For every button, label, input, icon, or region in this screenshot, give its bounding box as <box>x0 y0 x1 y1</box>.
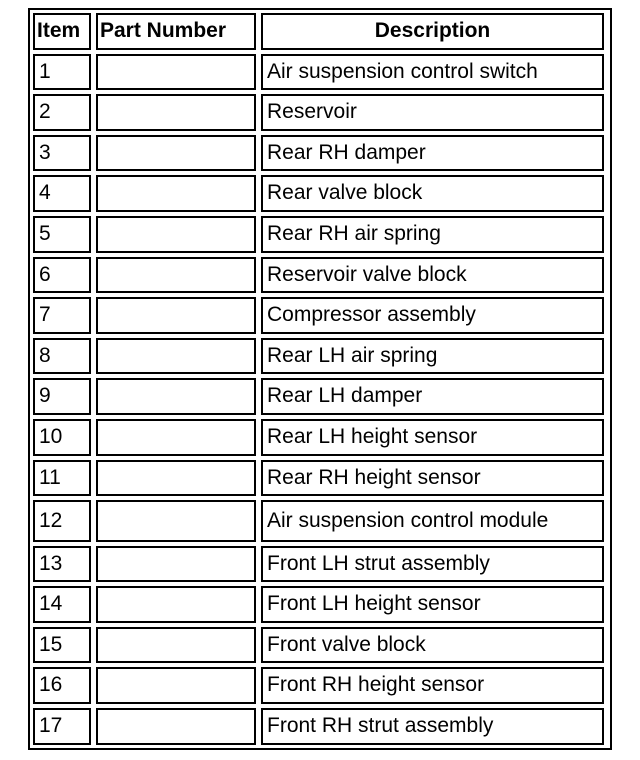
parts-table <box>28 8 612 750</box>
description-cell: Rear valve block <box>261 175 604 212</box>
table-row <box>33 378 607 415</box>
table-row <box>33 627 607 664</box>
table-row <box>33 500 607 542</box>
part-number-cell <box>96 54 256 91</box>
item-cell: 6 <box>33 257 91 294</box>
table-row <box>33 216 607 253</box>
description-cell: Rear LH height sensor <box>261 419 604 456</box>
table-row <box>33 460 607 497</box>
header-part-number: Part Number <box>96 13 256 50</box>
item-cell: 14 <box>33 586 91 623</box>
description-cell: Compressor assembly <box>261 297 604 334</box>
description-cell: Air suspension control module <box>261 500 604 542</box>
part-number-cell <box>96 338 256 375</box>
part-number-cell <box>96 135 256 172</box>
item-cell: 7 <box>33 297 91 334</box>
part-number-cell <box>96 667 256 704</box>
item-cell: 12 <box>33 500 91 542</box>
description-cell: Front RH height sensor <box>261 667 604 704</box>
description-cell: Rear RH air spring <box>261 216 604 253</box>
table-row <box>33 419 607 456</box>
header-item: Item <box>33 13 91 50</box>
table-row <box>33 667 607 704</box>
part-number-cell <box>96 175 256 212</box>
part-number-cell <box>96 546 256 583</box>
item-cell: 2 <box>33 94 91 131</box>
part-number-cell <box>96 500 256 542</box>
part-number-cell <box>96 419 256 456</box>
description-cell: Rear RH damper <box>261 135 604 172</box>
item-cell: 15 <box>33 627 91 664</box>
description-cell: Rear LH damper <box>261 378 604 415</box>
table-row <box>33 546 607 583</box>
item-cell: 1 <box>33 54 91 91</box>
table-row <box>33 257 607 294</box>
table-row <box>33 708 607 745</box>
table-row <box>33 338 607 375</box>
description-cell: Rear LH air spring <box>261 338 604 375</box>
part-number-cell <box>96 216 256 253</box>
description-cell: Front LH height sensor <box>261 586 604 623</box>
table-row <box>33 94 607 131</box>
part-number-cell <box>96 708 256 745</box>
table-row <box>33 297 607 334</box>
part-number-cell <box>96 378 256 415</box>
part-number-cell <box>96 94 256 131</box>
header-description: Description <box>261 13 604 50</box>
item-cell: 16 <box>33 667 91 704</box>
description-cell: Rear RH height sensor <box>261 460 604 497</box>
item-cell: 4 <box>33 175 91 212</box>
description-cell: Front LH strut assembly <box>261 546 604 583</box>
item-cell: 17 <box>33 708 91 745</box>
part-number-cell <box>96 627 256 664</box>
table-row <box>33 586 607 623</box>
part-number-cell <box>96 257 256 294</box>
table-row <box>33 135 607 172</box>
item-cell: 5 <box>33 216 91 253</box>
item-cell: 3 <box>33 135 91 172</box>
description-cell: Air suspension control switch <box>261 54 604 91</box>
item-cell: 9 <box>33 378 91 415</box>
description-cell: Reservoir <box>261 94 604 131</box>
part-number-cell <box>96 586 256 623</box>
table-row <box>33 54 607 91</box>
table-header-row <box>33 13 607 50</box>
item-cell: 8 <box>33 338 91 375</box>
description-cell: Front valve block <box>261 627 604 664</box>
description-cell: Reservoir valve block <box>261 257 604 294</box>
item-cell: 10 <box>33 419 91 456</box>
table-row <box>33 175 607 212</box>
part-number-cell <box>96 460 256 497</box>
item-cell: 11 <box>33 460 91 497</box>
part-number-cell <box>96 297 256 334</box>
description-cell: Front RH strut assembly <box>261 708 604 745</box>
item-cell: 13 <box>33 546 91 583</box>
